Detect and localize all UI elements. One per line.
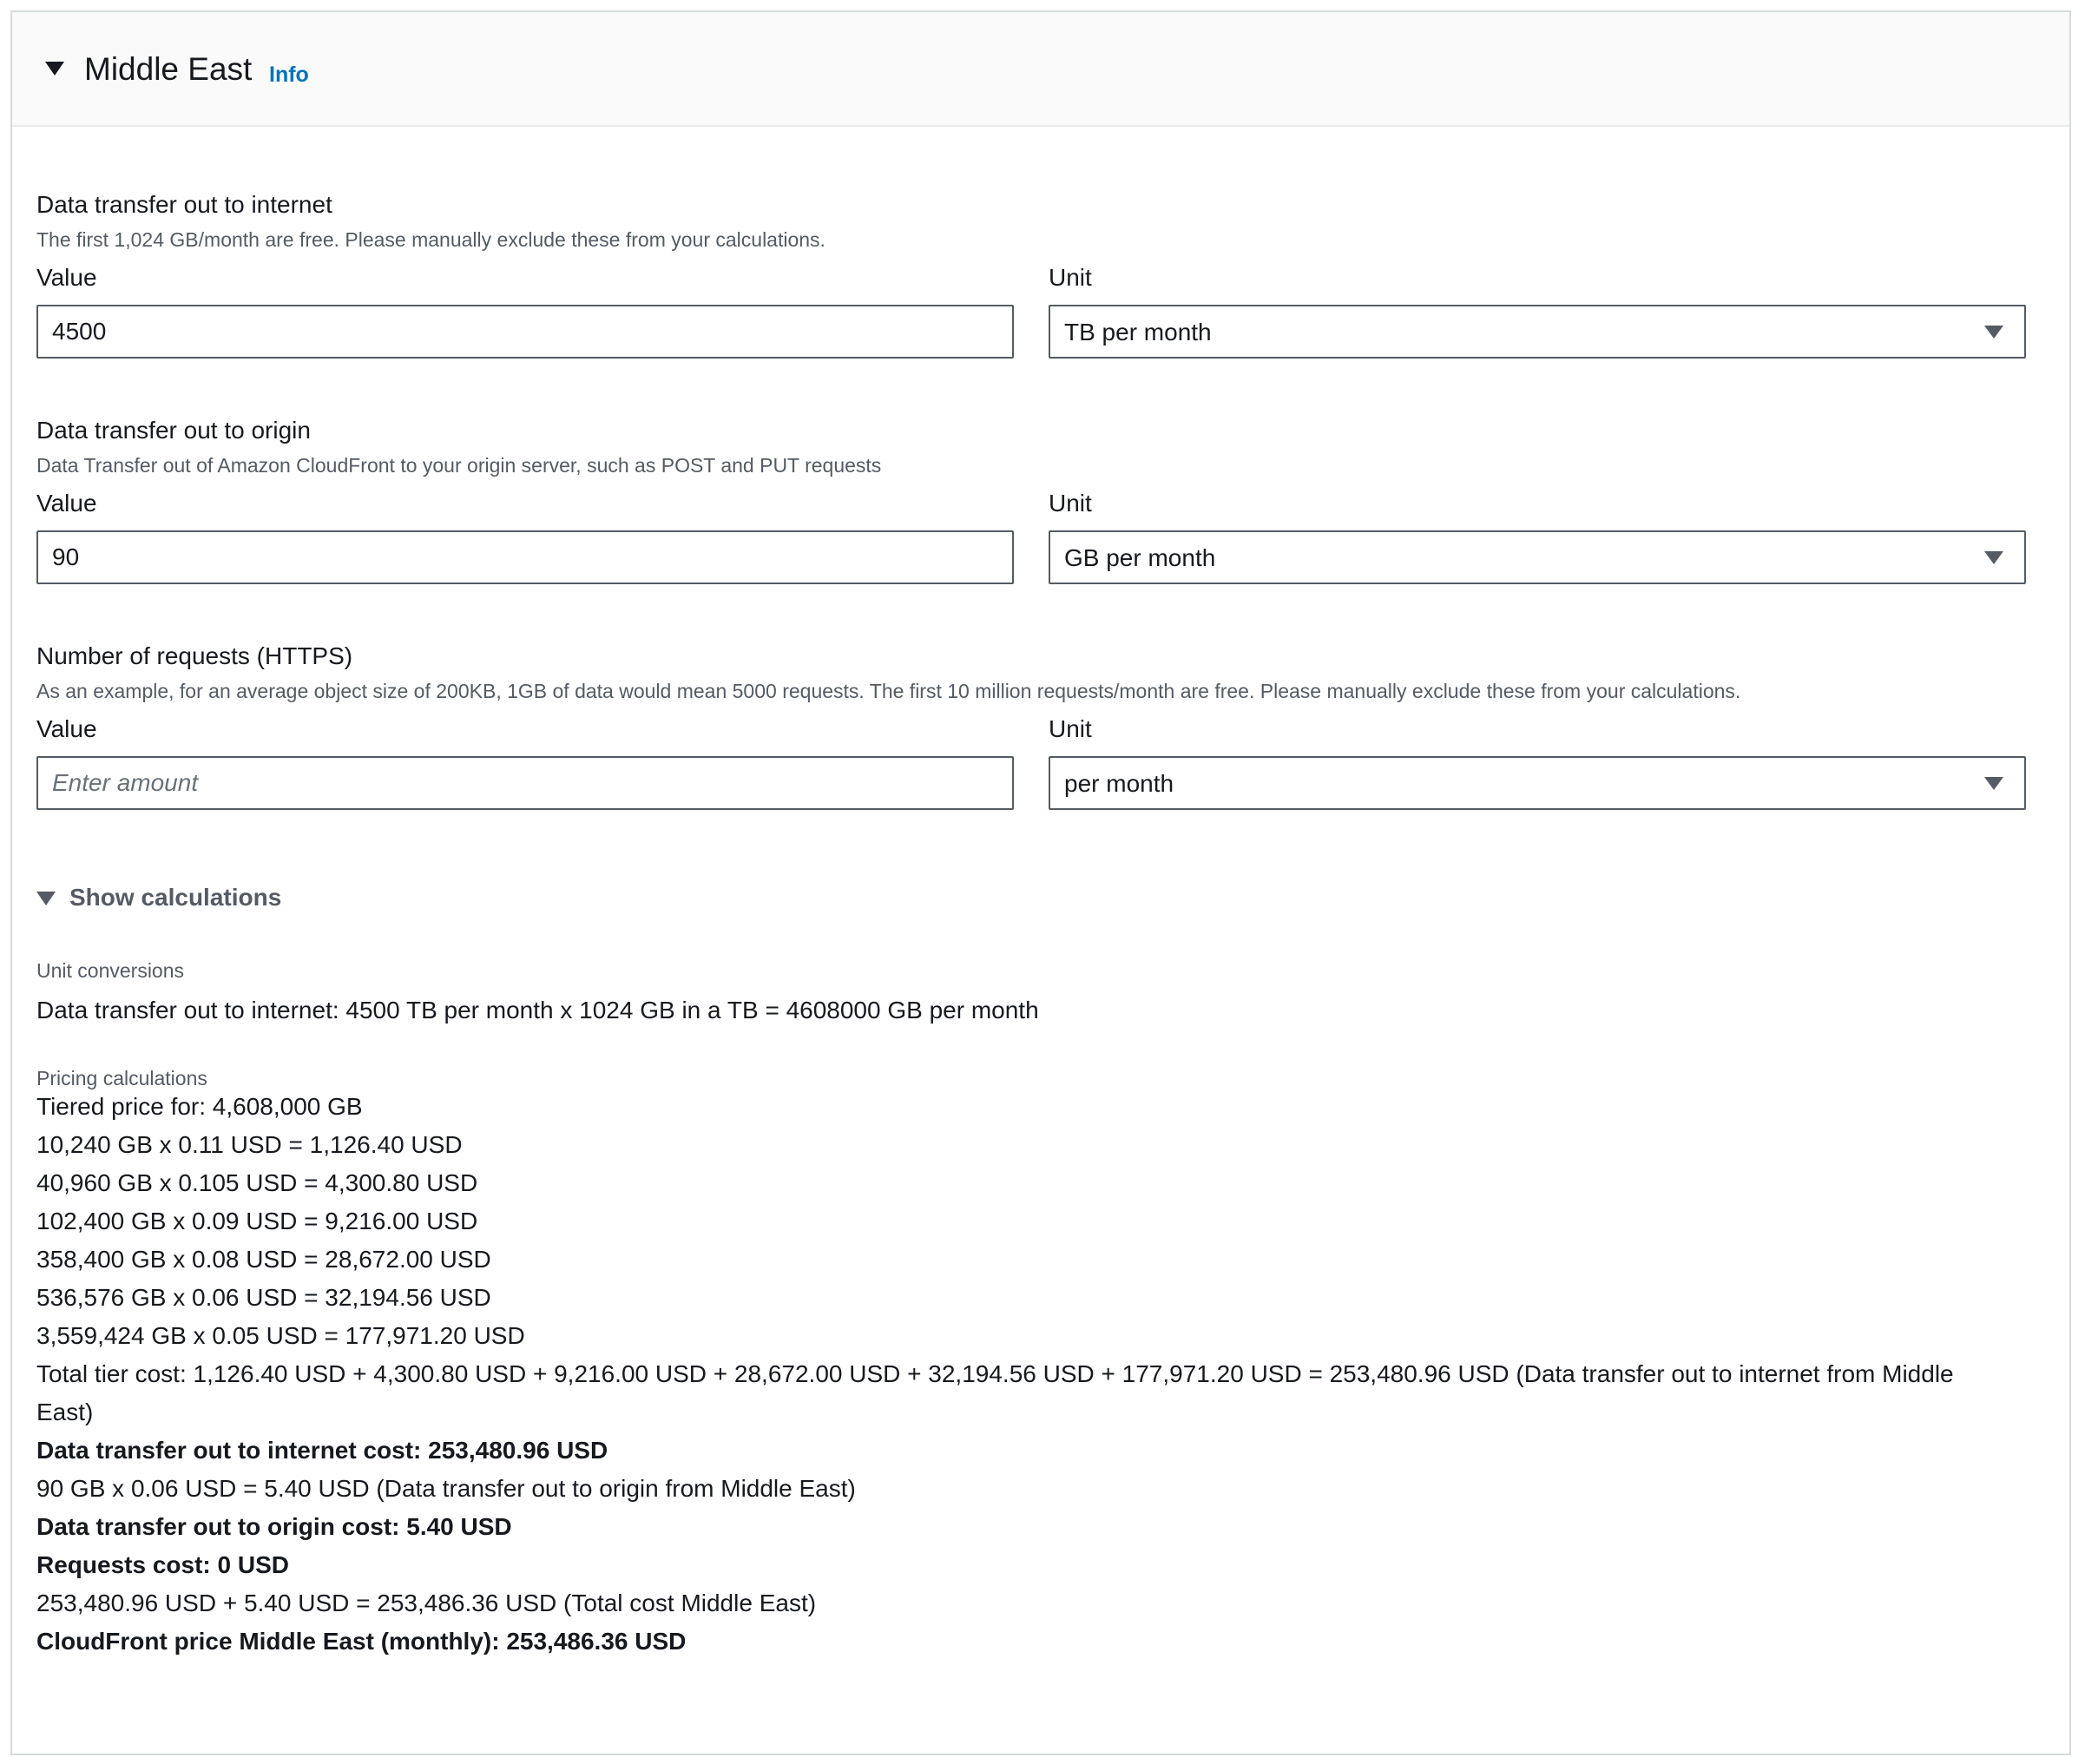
origin-value-input[interactable]	[36, 530, 1014, 584]
unit-conversion-text: Data transfer out to internet: 4500 TB per month x 1024 GB in a TB = 4608000 GB per month	[36, 997, 1039, 1024]
field-title-requests: Number of requests (HTTPS)	[36, 642, 353, 669]
calculation-line: 102,400 GB x 0.09 USD = 9,216.00 USD	[36, 1208, 478, 1234]
calculation-line: 40,960 GB x 0.105 USD = 4,300.80 USD	[36, 1169, 478, 1196]
value-label: Value	[36, 715, 97, 742]
field-desc-requests: As an example, for an average object size of 200KB, 1GB of data would mean 5000 requests. The first 10 million requests/month are free. Please manually exclude these from your calculations.	[36, 680, 1741, 702]
unit-conversions-label: Unit conversions	[36, 959, 185, 982]
calculation-line: Total tier cost: 1,126.40 USD + 4,300.80 USD + 9,216.00 USD + 28,672.00 USD + 32,194.56 USD + 177,971.20 USD = 253,480.96 USD (Data transfer out to internet from Middle East)	[36, 1360, 1954, 1425]
calculation-line: CloudFront price Middle East (monthly): 253,486.36 USD	[36, 1628, 687, 1655]
internet-value-input[interactable]	[36, 305, 1014, 359]
requests-value-input[interactable]	[36, 756, 1014, 810]
calculation-line: Requests cost: 0 USD	[36, 1551, 289, 1578]
value-label: Value	[36, 264, 97, 291]
dropdown-caret-icon	[1984, 777, 2003, 790]
caret-down-icon[interactable]	[36, 892, 56, 905]
calculation-line: Data transfer out to origin cost: 5.40 USD	[36, 1513, 512, 1540]
calculation-line: 536,576 GB x 0.06 USD = 32,194.56 USD	[36, 1284, 491, 1311]
requests-unit-select[interactable]	[1049, 756, 2026, 810]
field-desc-origin: Data Transfer out of Amazon CloudFront to your origin server, such as POST and PUT requests	[36, 454, 882, 477]
select-value: TB per month	[1064, 319, 1212, 346]
field-title-internet: Data transfer out to internet	[36, 191, 332, 218]
pricing-calculation-lines	[36, 1088, 2007, 1661]
pricing-calculations-label: Pricing calculations	[36, 1067, 207, 1089]
calculation-line: 90 GB x 0.06 USD = 5.40 USD (Data transfer out to origin from Middle East)	[36, 1475, 856, 1502]
value-label: Value	[36, 490, 97, 517]
show-calculations-toggle[interactable]: Show calculations	[69, 884, 282, 911]
calculation-line: 3,559,424 GB x 0.05 USD = 177,971.20 USD	[36, 1322, 525, 1349]
origin-unit-select[interactable]	[1049, 530, 2026, 584]
field-desc-internet: The first 1,024 GB/month are free. Please manually exclude these from your calculations.	[36, 228, 825, 251]
dropdown-caret-icon	[1984, 551, 2003, 564]
field-title-origin: Data transfer out to origin	[36, 417, 311, 444]
info-link[interactable]: Info	[269, 63, 309, 87]
dropdown-caret-icon	[1984, 326, 2003, 339]
internet-unit-select[interactable]	[1049, 305, 2026, 359]
calculation-line: 10,240 GB x 0.11 USD = 1,126.40 USD	[36, 1131, 463, 1158]
unit-label: Unit	[1049, 715, 1092, 742]
unit-label: Unit	[1049, 264, 1092, 291]
caret-down-icon[interactable]	[45, 62, 64, 76]
section-header[interactable]	[12, 12, 2069, 127]
unit-label: Unit	[1049, 490, 1092, 517]
select-value: per month	[1064, 770, 1174, 797]
select-value: GB per month	[1064, 544, 1216, 571]
calculation-line: Data transfer out to internet cost: 253,480.96 USD	[36, 1437, 608, 1464]
calculation-line: 253,480.96 USD + 5.40 USD = 253,486.36 USD (Total cost Middle East)	[36, 1590, 817, 1616]
calculation-line: Tiered price for: 4,608,000 GB	[36, 1093, 363, 1120]
calculation-line: 358,400 GB x 0.08 USD = 28,672.00 USD	[36, 1246, 491, 1273]
section-title[interactable]: Middle East	[84, 51, 253, 87]
